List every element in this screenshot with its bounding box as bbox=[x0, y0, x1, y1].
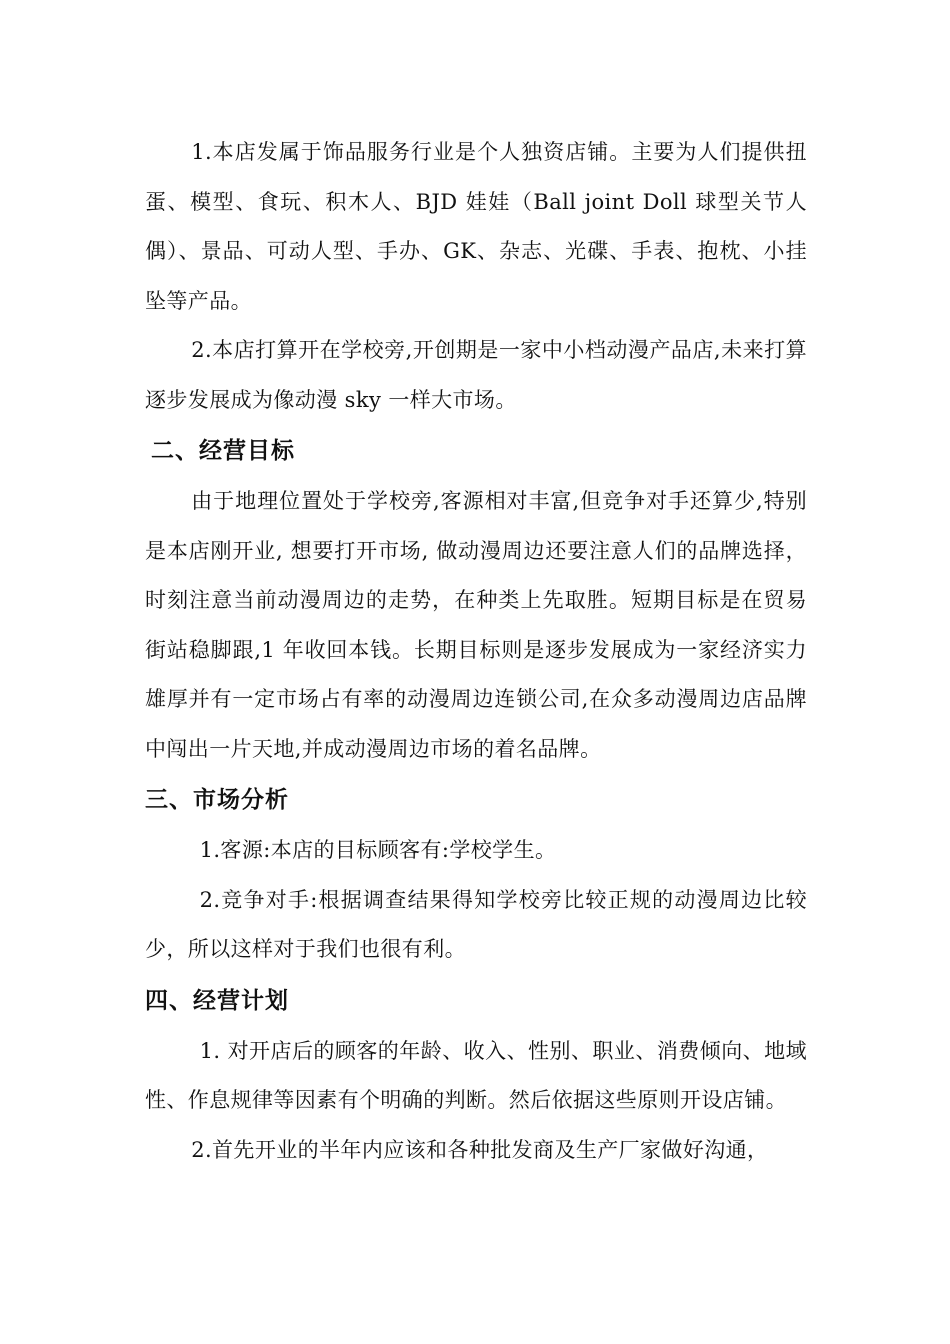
business-plan-paragraph-1: 1. 对开店后的顾客的年龄、收入、性别、职业、消费倾向、地域性、作息规律等因素有个明确的判断。然后依据这些原则开设店铺。 bbox=[145, 1038, 807, 1112]
section-heading-business-plan: 四、经营计划 bbox=[145, 987, 289, 1014]
document-page bbox=[145, 128, 807, 1175]
intro-paragraph-2: 2.本店打算开在学校旁,开创期是一家中小档动漫产品店,未来打算逐步发展成为像动漫 sky 一样大市场。 bbox=[145, 338, 807, 412]
market-analysis-paragraph-2: 2.竞争对手:根据调查结果得知学校旁比较正规的动漫周边比较少，所以这样对于我们也很有利。 bbox=[145, 887, 807, 961]
business-goals-paragraph: 由于地理位置处于学校旁,客源相对丰富,但竞争对手还算少,特别是本店刚开业, 想要打开市场, 做动漫周边还要注意人们的品牌选择，时刻注意当前动漫周边的走势，在种类上先取胜。短期目标是在贸易街站稳脚跟,1 年收回本钱。长期目标则是逐步发展成为一家经济实力雄厚并有一定市场占有率的动漫周边连锁公司,在众多动漫周边店品牌中闯出一片天地,并成动漫周边市场的着名品牌。 bbox=[145, 489, 807, 761]
section-heading-market-analysis: 三、市场分析 bbox=[145, 787, 289, 813]
section-heading-business-goals: 二、经营目标 bbox=[151, 438, 295, 464]
intro-paragraph-1: 1.本店发属于饰品服务行业是个人独资店铺。主要为人们提供扭蛋、模型、食玩、积木人、BJD 娃娃（Ball joint Doll 球型关节人偶）、景品、可动人型、手办、GK、杂志、光碟、手表、抱枕、小挂坠等产品。 bbox=[145, 140, 807, 313]
business-plan-paragraph-2: 2.首先开业的半年内应该和各种批发商及生产厂家做好沟通， bbox=[191, 1137, 769, 1162]
market-analysis-paragraph-1: 1.客源:本店的目标顾客有:学校学生。 bbox=[199, 838, 557, 862]
